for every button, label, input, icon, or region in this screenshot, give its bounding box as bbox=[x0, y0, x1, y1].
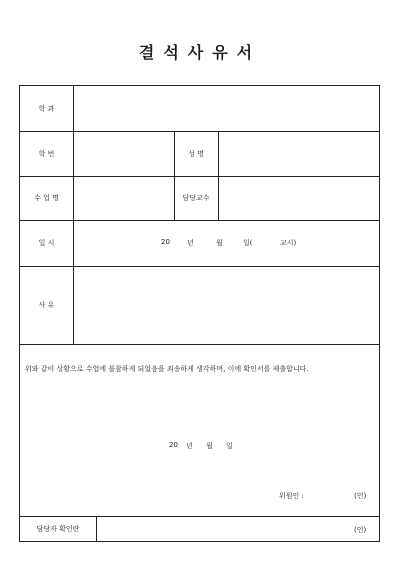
applicant-seal: (인) bbox=[354, 492, 367, 500]
absence-form bbox=[19, 85, 380, 542]
reason-label: 사 유 bbox=[38, 301, 55, 309]
student-id-label: 학 번 bbox=[38, 149, 55, 158]
datetime-day-unit: 일( bbox=[243, 239, 253, 247]
course-field[interactable] bbox=[74, 176, 174, 220]
name-label: 성 명 bbox=[188, 149, 204, 158]
datetime-label: 일 시 bbox=[38, 239, 55, 247]
date-year[interactable]: 20 bbox=[169, 441, 178, 449]
confirm-column-divider bbox=[96, 516, 97, 542]
department-field[interactable] bbox=[74, 86, 380, 131]
datetime-year[interactable]: 20 bbox=[161, 238, 170, 246]
date-day-unit: 일 bbox=[226, 442, 233, 450]
professor-field[interactable] bbox=[219, 176, 380, 220]
name-field[interactable] bbox=[219, 131, 380, 176]
department-label: 학 과 bbox=[38, 104, 55, 113]
datetime-year-unit: 년 bbox=[187, 239, 194, 247]
document-title: 결석사유서 bbox=[138, 43, 262, 62]
row-divider bbox=[20, 344, 379, 345]
course-label: 수 업 명 bbox=[34, 194, 59, 202]
student-id-field[interactable] bbox=[74, 131, 174, 176]
datetime-month-unit: 월 bbox=[216, 239, 223, 247]
date-month-unit: 월 bbox=[206, 442, 213, 450]
reason-field[interactable] bbox=[74, 266, 380, 344]
applicant-label: 위원인 : bbox=[279, 492, 304, 500]
statement-text: 위와 같이 상황으로 수업에 불참하게 되었음을 죄송하게 생각하며, 이에 확인서를 제출합니다. bbox=[25, 365, 309, 373]
confirm-seal: (인) bbox=[354, 526, 367, 534]
professor-label: 담당교수 bbox=[182, 194, 210, 202]
date-year-unit: 년 bbox=[186, 442, 193, 450]
datetime-period-unit: 교시) bbox=[280, 239, 297, 247]
confirm-label: 담당자 확인란 bbox=[36, 525, 80, 533]
